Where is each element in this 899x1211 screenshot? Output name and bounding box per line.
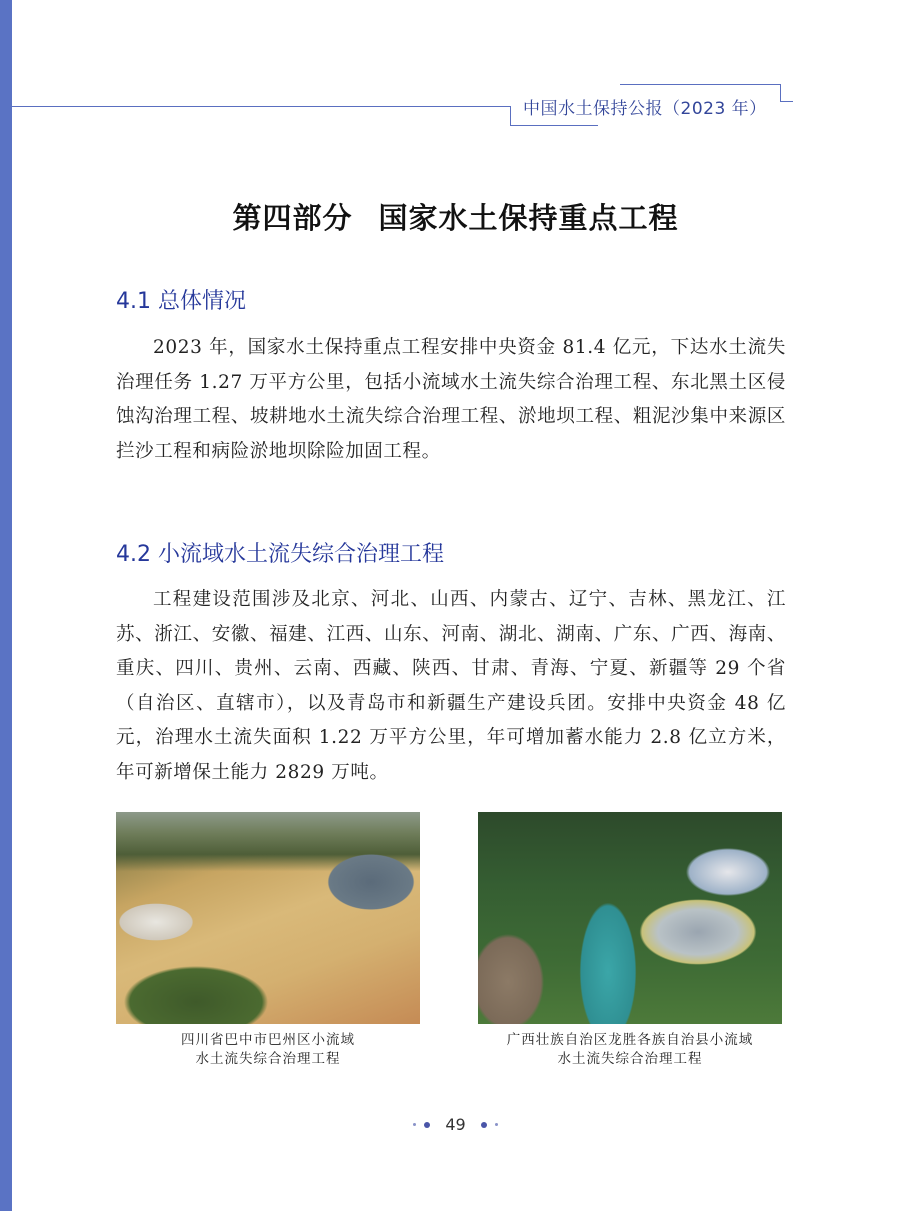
running-header-title: 中国水土保持公报（2023 年） xyxy=(523,99,767,119)
dot-icon xyxy=(495,1123,498,1126)
header-rule-left xyxy=(12,106,511,107)
page-number-footer xyxy=(0,1114,899,1134)
page-number: 49 xyxy=(445,1115,466,1134)
section-heading-4-1: 4.1 总体情况 xyxy=(116,289,246,314)
section-heading-4-2: 4.2 小流域水土流失综合治理工程 xyxy=(116,542,444,567)
header-rule-left-drop xyxy=(510,106,511,126)
caption-1-line-2: 水土流失综合治理工程 xyxy=(195,1051,341,1067)
caption-1-line-1: 四川省巴中市巴州区小流域 xyxy=(181,1032,355,1048)
dot-icon xyxy=(424,1122,430,1128)
header-rule-right-tail xyxy=(780,101,793,102)
header-rule-left-bottom xyxy=(510,125,598,126)
photo-guangxi-longsheng-watershed xyxy=(478,812,782,1024)
caption-2-line-1: 广西壮族自治区龙胜各族自治县小流域 xyxy=(506,1032,754,1048)
figure-caption-2 xyxy=(478,1031,782,1069)
dot-icon xyxy=(481,1122,487,1128)
part-title xyxy=(0,196,899,237)
part-number: 第四部分 xyxy=(232,201,353,235)
header-rule-right-top xyxy=(620,84,781,85)
caption-2-line-2: 水土流失综合治理工程 xyxy=(557,1051,703,1067)
section-4-2-paragraph: 工程建设范围涉及北京、河北、山西、内蒙古、辽宁、吉林、黑龙江、江苏、浙江、安徽、福建、江西、山东、河南、湖北、湖南、广东、广西、海南、重庆、四川、贵州、云南、西藏、陕西、甘肃、青海、宁夏、新疆等 29 个省（自治区、直辖市），以及青岛市和新疆生产建设兵团。安排中央资金 48 亿元，治理水土流失面积 1.22 万平方公里，年可增加蓄水能力 2.8 亿立方米，年可新增保土能力 2829 万吨。 xyxy=(116,589,786,783)
dot-icon xyxy=(413,1123,416,1126)
photo-sichuan-bazhong-watershed xyxy=(116,812,420,1024)
section-4-1-paragraph: 2023 年，国家水土保持重点工程安排中央资金 81.4 亿元，下达水土流失治理任务 1.27 万平方公里，包括小流域水土流失综合治理工程、东北黑土区侵蚀沟治理工程、坡耕地水土流失综合治理工程、淤地坝工程、粗泥沙集中来源区拦沙工程和病险淤地坝除险加固工程。 xyxy=(116,337,786,462)
header-rule-right-drop xyxy=(780,84,781,102)
figure-caption-1 xyxy=(116,1031,420,1069)
part-name: 国家水土保持重点工程 xyxy=(378,201,679,235)
side-color-bar xyxy=(0,0,12,1211)
